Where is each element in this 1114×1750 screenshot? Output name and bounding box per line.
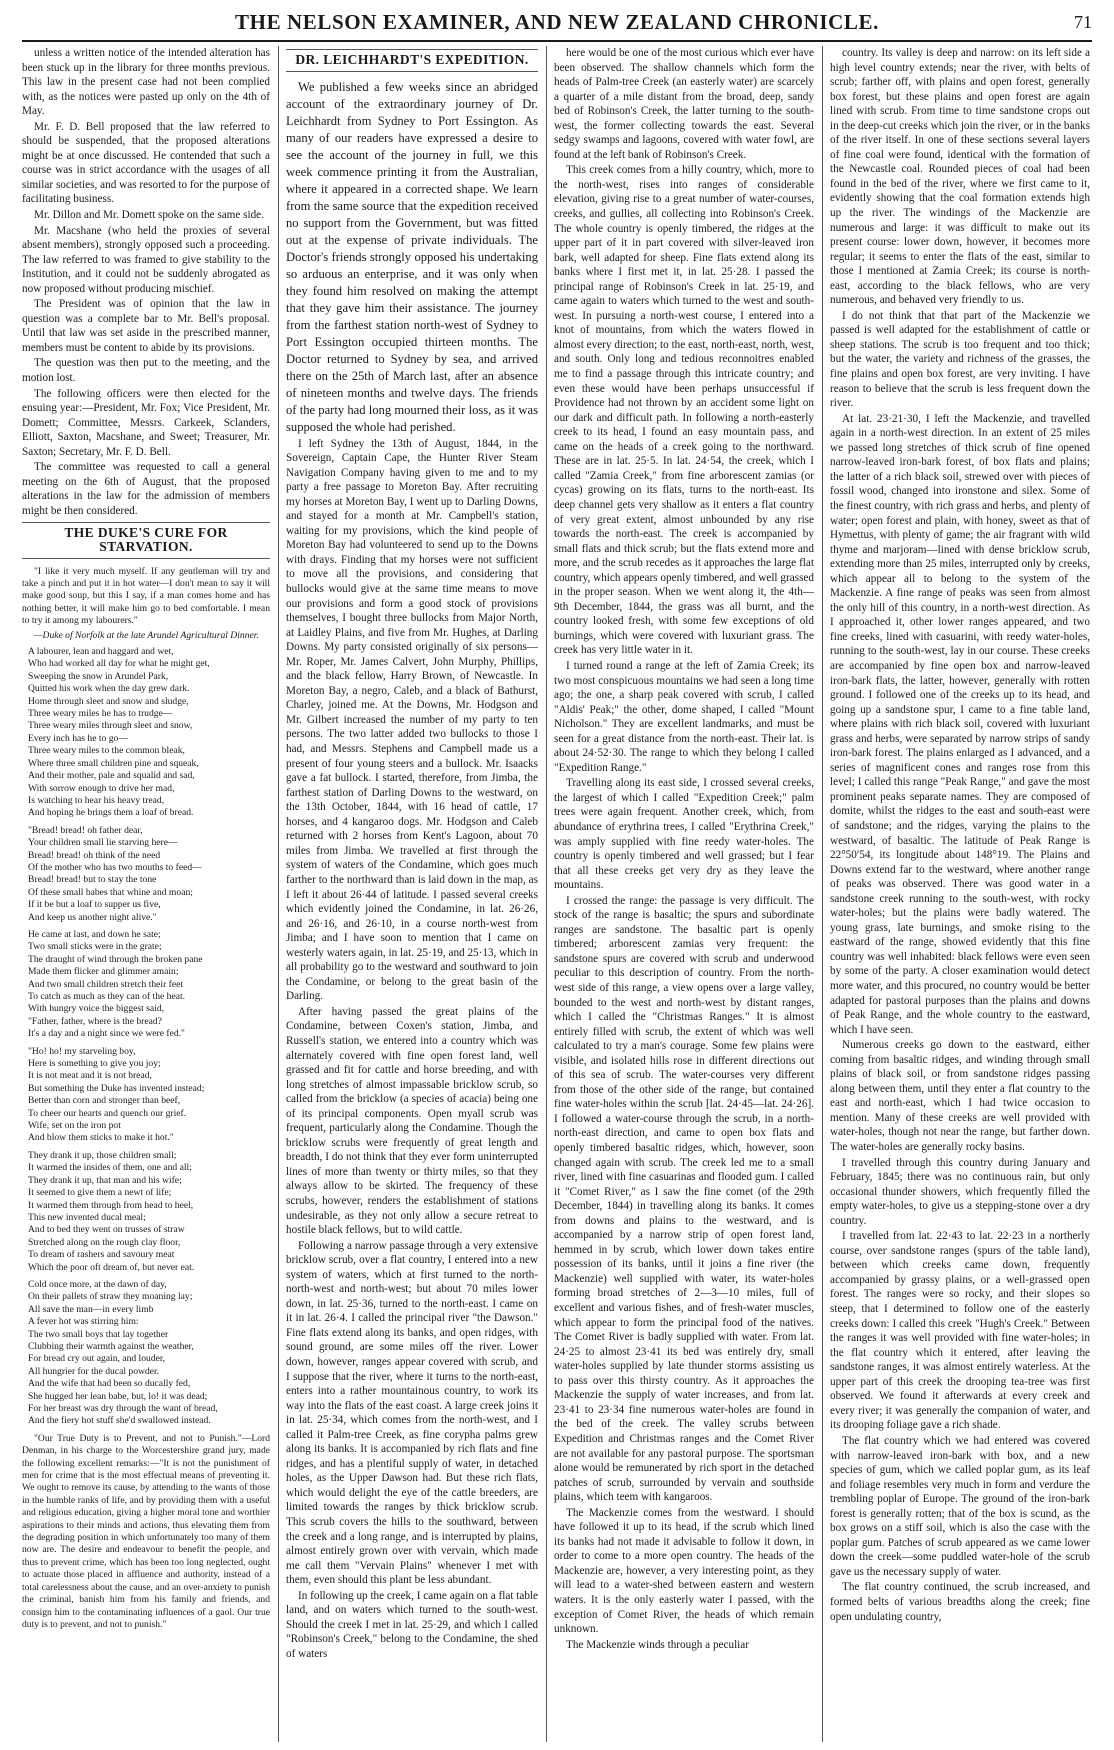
poem-line: Home through sleet and snow and sludge, [28, 695, 189, 707]
poem-line: All save the man—in every limb [28, 1303, 154, 1315]
council-paragraph: Mr. Dillon and Mr. Domett spoke on the same side. [34, 209, 264, 222]
article-paragraph: In following up the creek, I came again on a flat table land, and on waters which turned to the south-west. Should the creek I met in lat. 25·29, and which I called "Robinson's Creek," belong to the Condamine, the shed of waters [286, 1589, 538, 1660]
poem-line: If it be but a loaf to supper us five, [28, 899, 161, 911]
poem-line: Clubbing their warmth against the weather, [28, 1340, 194, 1352]
poem-line: Stretched along on the rough clay floor, [28, 1236, 181, 1248]
article-paragraph: Following a narrow passage through a very extensive bricklow scrub, over a flat country, I entered into a new system of waters, which at first turned to the north-north-west and north-west; but about 70 miles lower down, in lat. 25·36, turned to the north-east. I came on it in lat. 26·4. I called the principal river "the Dawson." Fine flats extend along its banks, and open ridges, with sound ground, are some miles off the river. Lower down, however, ranges appear covered with scrub, and I suppose that the river, where it turns to the north-east, enters into a rather mountainous country, to work its way into the flats of the east coast. A large creek joins it in lat. 25·34, which comes from the north-west, and I called it Palm-tree Creek, as fine corypha palms grew along its banks. It is accompanied by rich flats and fine ridges, and has a plentiful supply of water, in detached holes, as the Upper Dawson had. But these rich flats, which would delight the eye of the cattle breeders, are limited towards the ranges by thick bricklow scrub. This scrub covers the hills to the southward, between the creek and a long range, and is interrupted by plains, almost entirely grown over with vervain, which made me call them "Vervain Plains" whenever I met with them, even should this plant be less abundant. [286, 1239, 538, 1587]
article-paragraph: country. Its valley is deep and narrow: on its left side a high level country extends; near the river, with belts of scrub; farther off, with plains and open forest, generally box forest, but these plains and open forest are again lined with scrub. From time to time sandstone crops out in the deep-cut creeks which join the river, or in the banks of the river itself. In one of these sections several layers of fine coal were found, identical with the formation of the Newcastle coal. Rounded pieces of coal had been found in the bed of the river, where we first came to it, evidently showing that the coal formation extends high up the river. The windings of the Mackenzie are numerous and large: it was difficult to make out its present course: lower down, however, it becomes more regular; it seems to enter the flats of the east, similar to those I mentioned at Zamia Creek; its course is north-east, according to the black fellows, who are very numerous, and behaved very friendly to us. [830, 47, 1090, 307]
poem-line: With hungry voice the biggest said, [28, 1003, 165, 1015]
poem-stanza [28, 1150, 270, 1274]
poem-line: It warmed the insides of them, one and all; [28, 1162, 192, 1174]
council-paragraph: The following officers were then elected for the ensuing year:—President, Mr. Fox; Vice President, Mr. Domett; Committee, Messrs. Carkeek, Sclanders, Elliott, Saxton, Macshane, and Sweet; Treasurer, Mr. Saxton; Secretary, Mr. F. D. Bell. [22, 387, 270, 458]
poem-epigraph [22, 566, 270, 642]
poem-line: Which the poor oft dream of, but never eat. [28, 1261, 195, 1273]
poem-stanza [28, 825, 270, 924]
poem-line: And blow them sticks to make it hot." [28, 1132, 174, 1144]
poem-line: She hugged her lean babe, but, lo! it was dead; [28, 1390, 208, 1402]
poem-line: And the fiery hot stuff she'd swallowed instead. [28, 1415, 211, 1427]
poem-line: Made them flicker and glimmer amain; [28, 966, 179, 978]
poem-line: With sorrow enough to drive her mad, [28, 782, 175, 794]
column-1 [22, 46, 270, 1742]
poem-line: And their mother, pale and squalid and sad, [28, 770, 195, 782]
poem-line: The two small boys that lay together [28, 1328, 169, 1340]
poem-stanza [28, 1279, 270, 1428]
article-paragraph: This creek comes from a hilly country, which, more to the north-west, rises into ranges of considerable elevation, giving rise to a great number of water-courses, creeks, and gullies, all collecting into Robinson's Creek. The whole country is openly timbered, the ridges at the upper part of it in part covered with silver-leaved iron bark, well adapted for sheep. Fine flats extend along its banks where I first met it, in lat. 25·28. I passed the principal range of Robinson's Creek in lat. 25·19, and came again to waters which turned to the west and south-west. In pursuing a north-west course, I entered into a knot of mountains, from which the waters flowed in almost every direction; to the east, north-east, north, west, and south. Only long and tedious reconnoitres enabled me to find a passage through this intricate country; and even these would have been perhaps unsuccessful if Providence had not thrown by an accident some light on our dark and difficult path. In following a north-easterly creek to its head, I found an easy mountain pass, and came on the heads of a creek going to the northward. These are in lat. 25·5. In lat. 24·54, the creek, which I called "Zamia Creek," from fine arborescent zamias (or cycas) growing on its flats, turns to the north-east. Its deep channel gets very shallow as it enters a flat country of very great extent, almost unbounded by any rise towards the north-east. The creek is accompanied by small flats and thick scrub; but the flats extend more and more, and the scrub recedes as it approaches the large flat country, which appears openly timbered, and well grassed in the proper season. When we went along it, the 4th—9th December, 1844, the grass was all burnt, and the country looked fresh, with some few exceptions of old burnings, which were covered with luxuriant grass. The creek has very little water in it. [554, 164, 814, 657]
column-3 [554, 46, 814, 1742]
poem-line: Of the mother who has two mouths to feed— [28, 861, 202, 873]
poem-line: Every inch has he to go— [28, 732, 128, 744]
poem-line: For her breast was dry through the want of bread, [28, 1403, 218, 1414]
poem-line: The draught of wind through the broken pane [28, 953, 203, 965]
article-paragraph: I travelled through this country during January and February, 1845; there was no continuous rain, but only occasional thunder showers, which frequently filled the empty water-holes, to give us a stepping-stone over a dry country. [830, 1156, 1090, 1227]
poem-line: Two small sticks were in the grate; [28, 941, 162, 953]
poem-line: Three weary miles he has to trudge— [28, 708, 173, 720]
dukes-cure-headline: THE DUKE'S CURE FOR STARVATION. [22, 522, 270, 559]
poem-line: On their pallets of straw they moaning lay; [28, 1291, 193, 1303]
article-paragraph: Travelling along its east side, I crossed several creeks, the largest of which I called "Expedition Creek;" palm trees were again frequent. Another creek, which, from abundance of erythrina trees, I called "Erythrina Creek," was amply supplied with fine reedy water-holes. The country is openly timbered and well grassed; but I fear that all these creeks get very dry as they leave the mountains. [554, 777, 814, 892]
poem-line: Here is something to give you joy; [28, 1058, 161, 1070]
poem-line: And keep us another night alive." [28, 911, 157, 923]
article-paragraph: At lat. 23·21·30, I left the Mackenzie, and travelled again in a north-west direction. In an extent of 25 miles we passed long stretches of thick scrub of fine opened narrow-leaved iron-bark forest, of box flats and plains; the latter of a rich black soil, strewed over with pieces of fossil wood, changed into ironstone and silex. Some of the finest country, with rich grass and herbs, and plenty of water; open forest and plain, with honey, sweet as that of Hymettus, with plenty of game; the air fragrant with wild thyme and marjoram—lined with dense bricklow scrub, extending more than 25 miles, interrupted only by creeks, which appear all to belong to the system of the Mackenzie. A fine range of peaks was seen from almost the only hill of this country, in a north-west direction. As I approached it, other lower ranges appeared, and two fine creeks, lined with casuarini, with reedy water-holes, running to the south-west, lay in our course. These creeks are accompanied by fine open box and narrow-leaved iron-bark flats, the latter, however, generally with rotten ground. I followed one of the creeks up to its head, and going up a sandstone spur, I came to a fine table land, where plains with rich black soil, covered with luxuriant grass and herbs, were separated by narrow strips of sandy iron-bark forest. The plains enlarged as I advanced, and a series of magnificent cones and ranges rose from this level; I called this range "Peak Range," and gave the most prominent peaks separate names. They are composed of domite, whilst the ridges to the east and south-east were of sandstone; and the ridges, varying the plains to the westward, of basaltic. The latitude of Peak Range is 22°50′54, its longitude about 148°19. The Plains and Downs extend far to the westward, where another range of peaks was observed. There was good water in a sandstone creek running to the south-west, with rocky water-holes; but the plains were badly watered. The young grass, late burnings, and smoke rising to the eastward of the range, showed evidently that this fine country was well inhabited: black fellows were even seen by some of the party. A closer examination would detect more water, and this procured, no country would be better adapted for pastoral purposes than the plains and downs of Peak Range, and the whole country to the eastward, which I have seen. [830, 412, 1090, 1036]
poem-line: "Father, father, where is the bread? [28, 1015, 162, 1027]
council-paragraph: unless a written notice of the intended alteration has been stuck up in the library for three months previous. This law in the present case had not been complied with, as the notices were pasted up only on the 4th of May. [22, 47, 270, 118]
poem-line: Sweeping the snow in Arundel Park, [28, 670, 169, 682]
poem-line: Bread! bread! oh think of the need [28, 849, 161, 861]
article-paragraph: The flat country continued, the scrub increased, and formed belts of various breadths along the creek; fine open undulating country, [830, 1581, 1090, 1623]
poem-line: This new invented ducal meal; [28, 1211, 146, 1223]
column-rule [546, 46, 547, 1742]
epigraph-text: "I like it very much myself. If any gentleman will try and take a pinch and put it in hot water—I don't mean to say it will make good soup, but this I say, if a man comes home and has nothing better, it will make him go to bed comfortable. I mean to try it among my labourers." [22, 565, 270, 627]
article-paragraph: I do not think that that part of the Mackenzie we passed is well adapted for the establishment of cattle or sheep stations. The scrub is too frequent and too thick; but the water, the variety and richness of the grasses, the fine plains and open box forest, are very inviting. I have reason to believe that the scrub is less frequent down the river. [830, 309, 1090, 410]
poem-line: It seemed to give them a newt of life; [28, 1187, 172, 1199]
poem-line: Bread! bread! but to stay the tone [28, 874, 157, 886]
page-title: THE NELSON EXAMINER, AND NEW ZEALAND CHRONICLE. [235, 10, 879, 34]
poem-line: Who had worked all day for what he might get, [28, 658, 210, 670]
poem-line: Wife, set on the iron pot [28, 1120, 121, 1132]
poem-stanza [28, 646, 270, 820]
poem-line: For bread cry out again, and louder, [28, 1353, 166, 1365]
council-paragraph: Mr. Macshane (who held the proxies of several absent members), strongly opposed such a proceeding. The law referred to was framed to give stability to the Institution, and it could not be suddenly abrogated as now proposed without producing mischief. [22, 224, 270, 295]
poem-line: "Bread! bread! oh father dear, [28, 824, 143, 836]
poem-line: It's a day and a night since we were fed." [28, 1028, 185, 1040]
poem-line: It warmed them through from head to heel, [28, 1199, 194, 1211]
poem-line: Of these small babes that whine and moan; [28, 886, 193, 898]
article-paragraph: After having passed the great plains of the Condamine, between Coxen's station, Jimba, and Russell's station, we entered into a country which was alternately covered with fine open forest land, well grassed and fit for cattle and horse breeding, and with long stretches of almost impassable bricklow scrub, so called from the bricklow (a species of acacia) being one of its principal components. Open myall scrub was frequent, particularly along the Condamine. Though the bricklow scrubs were frequently of great length and breadth, I do not think that they ever form uninterrupted lines of more than twenty or thirty miles, so that they always allow to be skirted. The frequency of these scrubs, however, renders the establishment of stations undesirable, as they not only allow a secure retreat to hostile black fellows, but to wild cattle. [286, 1005, 538, 1237]
page-number: 71 [1074, 12, 1092, 32]
poem-line: They drank it up, those children small; [28, 1149, 177, 1161]
article-paragraph: I turned round a range at the left of Zamia Creek; its two most conspicuous mountains we had seen a long time ago; the one, a sharp peak covered with scrub, I called "Aldis' Peak;" the other, dome shaped, I called "Mount Nicholson." They are excellent landmarks, and must be seen for a great distance from the north-east. Their lat. is about 24·52·30. The range to which they belong I called "Expedition Range." [554, 659, 814, 774]
poem-line: Better than corn and stronger than beef, [28, 1095, 181, 1107]
poem-line: Quitted his work when the day grew dark. [28, 683, 190, 695]
poem-line: Is watching to hear his heavy tread, [28, 794, 165, 806]
poem-line: All hungrier for the ducal powder. [28, 1365, 160, 1377]
poem [28, 646, 270, 1428]
poem-line: Your children small lie starving here— [28, 837, 178, 849]
poem-stanza [28, 929, 270, 1041]
poem-line: And hoping he brings them a loaf of bread. [28, 807, 194, 819]
poem-line: To cheer our hearts and quench our grief. [28, 1107, 187, 1119]
article-paragraph: here would be one of the most curious which ever have been observed. The shallow channels which form the heads of Palm-tree Creek (an easterly water) are scarcely a quarter of a mile distant from the broad, deep, sandy bed of Robinson's Creek, the latter turning to the south-west, the former collecting towards the east. Several sedgy swamps and lagoons, covered with water fowl, are found at the left bank of Robinson's Creek. [554, 47, 814, 161]
poem-line: Cold once more, at the dawn of day, [28, 1278, 167, 1290]
poem-line: Where three small children pine and squeak, [28, 757, 199, 769]
council-paragraph: The question was then put to the meeting, and the motion lost. [22, 357, 270, 385]
article-paragraph: I left Sydney the 13th of August, 1844, in the Sovereign, Captain Cape, the Hunter River Steam Navigation Company having given to me and to my party a free passage to Moreton Bay. After recruiting my horses at Moreton Bay, I went up to Darling Downs, and stayed for a month at Mr. Campbell's station, waiting for my provisions, which the kind people of Moreton Bay had volunteered to send up to the Downs with drays. Finding that my horses were not sufficient to move all the provisions, and considering that bullocks would give at the same time means to move our provisions and form a good stock of provisions themselves, I bought three bullocks from Major North, at Laidley Plains, and five from Mr. Hughes, at Darling Downs. My party consisted originally of six persons—Mr. Roper, Mr. James Calvert, John Murphy, Phillips, and the black fellow, Harry Brown, of Newcastle. In Moreton Bay, a negro, Caleb, and a black of Bathurst, Charley, joined me. At the Downs, Mr. Hodgson and Mr. Gilbert increased the number of my party to ten persons. The two latter added two bullocks to those I had, and Messrs. Stephens and Campbell made us a present of four young steers and a bullock. Mr. Isaacks gave a fat bullock. I started, therefore, from Jimba, the farthest station of Darling Downs to the westward, on the 13th October, 1844, with 16 head of cattle, 17 horses, and 4 kangaroo dogs. Mr. Hodgson and Caleb returned with 2 horses from Kent's Lagoon, about 70 miles from Jimba. We travelled at first through the system of waters of the Condamine, which goes much farther to the northward than is laid down in the map, as I left it about 26·44 of latitude. I passed several creeks which evidently joined the Condamine, in lat. 26·26, and 26·16, and 26·10, in a course north-west from Jimba; and I have soon to mention that I came on westerly waters again, in lat. 25·19, and 25·13, which in all probability go to the westward and southward to join the Condamine, or belong to the great basin of the Darling. [286, 437, 538, 1003]
poem-line: To catch as much as they can of the heat. [28, 991, 186, 1002]
poem-line: A labourer, lean and haggard and wet, [28, 646, 174, 658]
column-2 [286, 46, 538, 1742]
council-paragraph: Mr. F. D. Bell proposed that the law referred to should be suspended, that the proposed alterations might be at once discussed. He contended that such a course was in strict accordance with the usages of all similar societies, and was resorted to for the purpose of facilitating business. [22, 120, 270, 206]
article-paragraph: I travelled from lat. 22·43 to lat. 22·23 in a northerly course, over sandstone ranges (spurs of the table land), between which creeks came down, frequently accompanied by grassy plains, or a well-grassed open forest. The ranges were so rocky, and their slopes so steep, that I determined to follow one of the easterly creeks down: I called this creek "Hugh's Creek." Between the ranges it was well provided with fine water-holes; in the flat country which it entered, after leaving the sandstone ranges, it was almost entirely waterless. At the upper part of this creek the drooping tea-tree was first observed. We found it afterwards at every creek and every river; it was generally the companion of water, and its drooping foliage gave a rich shade. [830, 1230, 1090, 1432]
epigraph-attribution: —Duke of Norfolk at the late Arundel Agricultural Dinner. [34, 629, 259, 641]
our-true-duty-paragraph: "Our True Duty is to Prevent, and not to Punish."—Lord Denman, in his charge to the Worcestershire grand jury, made the following excellent remarks:—"It is not the punishment of men for crime that is the most effectual means of preventing it. We ought to remove its cause, by attending to the wants of those in the humble ranks of life, and by providing them with a useful and religious education, giving a higher moral tone and worthier aspirations to their minds and actions, thus elevating them from the degrading position in which unfortunately too many of them now are. The desire and endeavour to benefit the people, and thus to prevent crime, which has been too long neglected, ought to actuate those placed in affluence and authority, instead of a total carelessness about the cause, and an over-anxiety to punish the criminal, banish him from his family and friends, and consign him to the contaminating influences of a gaol. Our true duty is to prevent, and not to punish." [22, 1432, 270, 1630]
poem-line: They drank it up, that man and his wife; [28, 1174, 182, 1186]
poem-line: And to bed they went on trusses of straw [28, 1224, 185, 1236]
article-paragraph: I crossed the range: the passage is very difficult. The stock of the range is basaltic; the spurs and subordinate ranges are sandstone. The basaltic part is openly timbered; arborescent zamias very frequent: the sandstone spurs are covered with scrub and underwood peculiar to this description of country. From the north-west side of this range, a view opens over a large valley, bounded to the west and north-west by distant ranges, which I called the "Christmas Ranges." It is almost entirely filled with scrub, the extent of which was well calculated to try a man's courage. Some few plains were visible, and isolated hills rose in different directions out of this sea of scrub. The water-courses very different from those of the other side of the range, but contained fine water-holes within the scrub [lat. 24·45—lat. 24·26]. I followed a water-course through the scrub, in a north-north-east direction, and came to open box flats and openly timbered basaltic ridges, which, however, soon changed again with scrub. The creek led me to a small river, lined with fine casuarinas and flooded gum. I called it "Comet River," as I saw the fine comet (of the 29th December, 1844) in travelling along its banks. It comes from downs and plains to the westward, and is accompanied by a narrow strip of open forest land, hemmed in by scrub, which lower down takes entire possession of its banks, until it joins a fine river (the Mackenzie) well supplied with water, its water-holes forming broad stretches of 2—3—10 miles, full of excellent and various fishes, and of fresh-water muscles, which appear to form the principal food of the natives. The Comet River is badly supplied with water. From lat. 24·25 to almost 23·41 its bed was entirely dry, small water-holes supplied by late thunder storms assisting us to pass over this thirsty country. As it approaches the Mackenzie the supply of water increases, and from lat. 23·41 to 23·34 fine numerous water-holes are found in the bed of the creek. The valley scrubs between Expedition and Christmas ranges and the Comet River are not available for any pastoral purpose. The sportsman alone would be remunerated by rich sport in the detached patches of scrub, surrounded by vervain and southside plains, which teem with kangaroos. [554, 894, 814, 1504]
poem-line: Three weary miles to the common bleak, [28, 745, 185, 757]
article-paragraph: Numerous creeks go down to the eastward, either coming from basaltic ridges, and winding through small plains of black soil, or from sandstone ridges passing along between them, until they enter a flat country to the east and north-east, which I had twice occasion to mention. Many of these creeks are well provided with water-holes, though not near the range, but farther down. The water-holes are generally rocky basins. [830, 1039, 1090, 1154]
poem-line: And two small children stretch their feet [28, 978, 184, 990]
poem-line: It is not meat and it is not bread, [28, 1070, 152, 1082]
poem-line: He came at last, and down he sate; [28, 928, 161, 940]
poem-line: And the wife that had been so ducally fed, [28, 1378, 191, 1390]
poem-line: A fever hot was stirring him: [28, 1316, 139, 1328]
column-rule [822, 46, 823, 1742]
poem-line: Three weary miles through sleet and snow, [28, 720, 193, 732]
poem-line: To dream of rashers and savoury meat [28, 1249, 175, 1261]
poem-line: But something the Duke has invented instead; [28, 1082, 205, 1094]
article-paragraph: We published a few weeks since an abridged account of the extraordinary journey of Dr. Leichhardt from Sydney to Port Essington. As many of our readers have expressed a desire to see the account of the journey in full, we this week commence printing it from the Australian, where it appeared in a corrected shape. We learn from the same source that the expedition received no support from the Government, but was fitted out at the expense of private individuals. The Doctor's friends strongly opposed his undertaking so arduous an enterprise, and it was only when they found him resolved on making the attempt that they gave him their assistance. The journey from the farthest station north-west of Sydney to Port Essington occupied thirteen months. The Doctor returned to Sydney by sea, and arrived there on the 25th of March last, after an absence of nineteen months and twelve days. The friends of the party had long mourned their loss, as it was supposed the whole had perished. [286, 79, 538, 434]
council-paragraph: The committee was requested to call a general meeting on the 6th of August, that the proposed alterations in the law for the admission of members might be then considered. [22, 461, 270, 517]
leichhardt-headline: DR. LEICHHARDT'S EXPEDITION. [286, 49, 538, 72]
council-paragraph: The President was of opinion that the law in question was a complete bar to Mr. Bell's proposal. Until that law was set aside in the prescribed manner, members must be content to abide by its provisions. [22, 298, 270, 354]
column-4 [830, 46, 1090, 1742]
poem-line: "Ho! ho! my starveling boy, [28, 1045, 136, 1057]
column-rule [278, 46, 279, 1742]
poem-stanza [28, 1046, 270, 1145]
article-paragraph: The Mackenzie comes from the westward. I should have followed it up to its head, if the scrub which lined its banks had not made it advisable to follow it down, in order to come to a more open country. The heads of the Mackenzie are, however, a very interesting point, as they will lead to a water-shed between eastern and western waters. It is the only easterly water I passed, with the exception of Comet River, the heads of which remain unknown. [554, 1506, 814, 1636]
masthead [22, 4, 1092, 42]
article-paragraph: The Mackenzie winds through a peculiar [566, 1638, 749, 1651]
article-paragraph: The flat country which we had entered was covered with narrow-leaved iron-bark with box, and a new species of gum, which we called poplar gum, as its leaf and foliage resembles very much in form and verdure the trembling poplar of Europe. The ground of the iron-bark forest is generally rotten; that of the box is scund, as the box grows on a stiff soil, which is also the case with the poplar gum. Patches of scrub appeared as we came lower down the creek—some puddled water-hole of the scrub gave us the necessary supply of water. [830, 1434, 1090, 1578]
